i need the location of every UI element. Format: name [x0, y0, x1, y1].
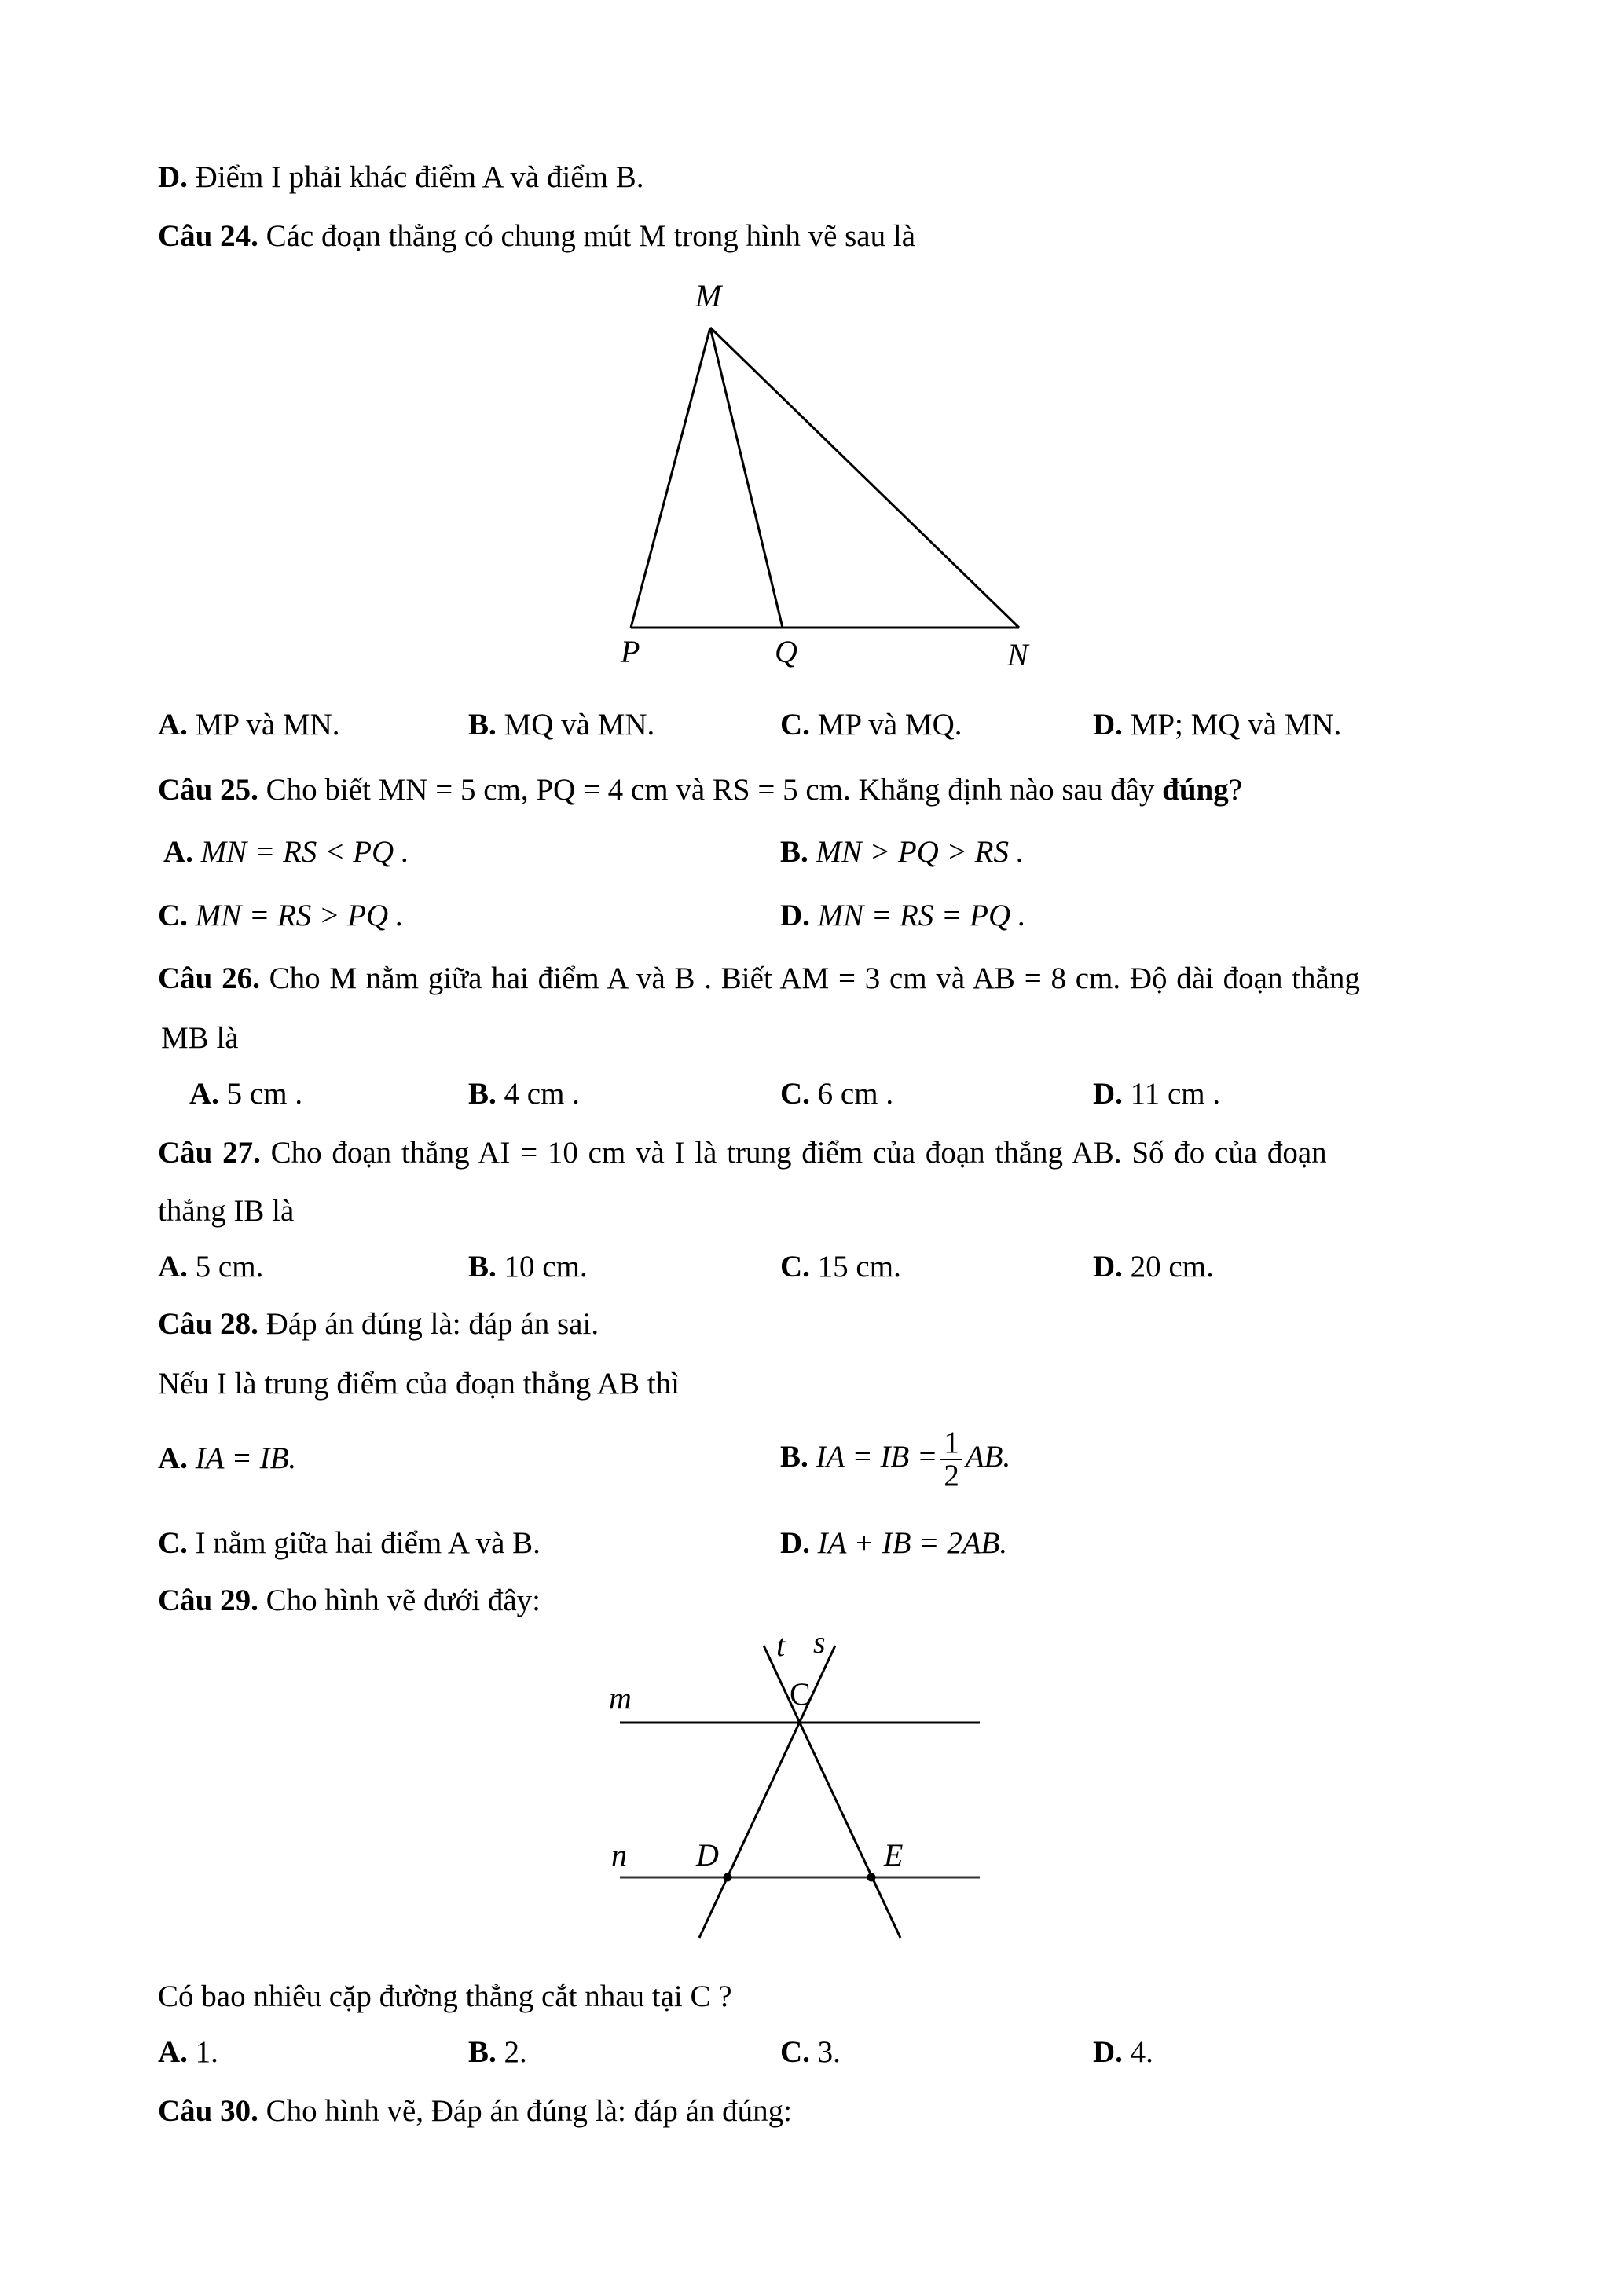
- q27-option-d: [1093, 1250, 1214, 1284]
- text: 2: [944, 1459, 959, 1493]
- option-b: [468, 708, 654, 742]
- q28-option-d: [780, 1526, 1007, 1561]
- q25-option-a: [163, 835, 409, 870]
- q26-question-cont: [161, 1021, 239, 1056]
- label-e: E: [884, 1837, 904, 1873]
- label: A.: [158, 1250, 188, 1283]
- q26-option-b: [468, 1077, 580, 1111]
- text: MQ và MN.: [504, 708, 655, 742]
- text: AB.: [965, 1440, 1011, 1474]
- label: D.: [780, 899, 810, 932]
- q26-option-a: [189, 1077, 302, 1111]
- text: Đáp án đúng là: đáp án sai.: [266, 1307, 599, 1341]
- question-text: Các đoạn thẳng có chung mút M trong hình vẽ sau là: [266, 219, 916, 253]
- q27-option-b: [468, 1250, 588, 1284]
- q26-question: [158, 961, 1360, 996]
- q26-option-d: [1093, 1077, 1220, 1111]
- text: 6 cm .: [817, 1077, 894, 1111]
- option-text: Điểm I phải khác điểm A và điểm B.: [195, 160, 644, 194]
- q25-question: [158, 773, 1242, 807]
- text: Cho biết MN = 5 cm, PQ = 4 cm và RS = 5 cm. Khẳng định nào sau đây: [266, 773, 1163, 807]
- label: C.: [780, 708, 810, 742]
- text: IA = IB.: [195, 1441, 297, 1475]
- option-label: D.: [158, 160, 188, 194]
- text: 1: [940, 1427, 962, 1460]
- text: Cho hình vẽ, Đáp án đúng là: đáp án đúng:: [266, 2094, 792, 2128]
- text: Cho đoạn thẳng AI = 10 cm và I là trung điểm của đoạn thẳng AB. Số đo của đoạn: [270, 1136, 1327, 1170]
- q26-option-c: [780, 1077, 893, 1111]
- label-n: N: [1007, 637, 1028, 672]
- label: A.: [163, 835, 193, 869]
- label: C.: [158, 899, 188, 932]
- label-d: D: [696, 1837, 719, 1873]
- text: 3.: [817, 2035, 841, 2069]
- text: 5 cm.: [195, 1250, 264, 1283]
- q27-option-a: [158, 1250, 263, 1284]
- label: C.: [780, 1250, 810, 1283]
- q28-option-b: [780, 1414, 1010, 1500]
- segment-mp: [631, 328, 710, 628]
- label: D.: [1093, 1250, 1123, 1283]
- q29-option-d: [1093, 2035, 1153, 2070]
- line-s: [699, 1646, 835, 1938]
- q27-question-cont: [158, 1194, 294, 1229]
- label-s: s: [813, 1624, 826, 1660]
- text: MN = RS > PQ .: [195, 899, 404, 932]
- text: 15 cm.: [817, 1250, 901, 1283]
- label: D.: [1093, 2035, 1123, 2069]
- q29-option-a: [158, 2035, 218, 2070]
- option-d: [1093, 708, 1341, 742]
- option-c: [780, 708, 962, 742]
- label: Câu 29.: [158, 1584, 258, 1617]
- label: đúng: [1162, 773, 1229, 807]
- option-a: [158, 708, 340, 742]
- text: 4.: [1130, 2035, 1153, 2069]
- label: A.: [189, 1077, 219, 1111]
- text: MB là: [161, 1021, 239, 1055]
- line-t: [764, 1646, 900, 1938]
- segment-mn: [710, 328, 1019, 628]
- text: Cho M nằm giữa hai điểm A và B . Biết AM = 3 cm và AB = 8 cm. Độ dài đoạn thẳng: [269, 961, 1360, 995]
- text: Nếu I là trung điểm của đoạn thẳng AB thì: [158, 1367, 680, 1401]
- text: 20 cm.: [1130, 1250, 1214, 1283]
- text: MN = RS = PQ .: [817, 899, 1026, 932]
- q28-question: [158, 1307, 599, 1342]
- label: A.: [158, 2035, 188, 2069]
- q27-option-c: [780, 1250, 901, 1284]
- label-q: Q: [775, 634, 797, 669]
- q29-option-c: [780, 2035, 841, 2070]
- label: D.: [1093, 1077, 1123, 1111]
- label: B.: [468, 708, 497, 742]
- text: IA + IB = 2AB.: [817, 1526, 1008, 1560]
- label-t: t: [776, 1628, 786, 1663]
- label: B.: [468, 1077, 497, 1111]
- label: A.: [158, 1441, 188, 1475]
- text: I nằm giữa hai điểm A và B.: [195, 1526, 541, 1560]
- label: B.: [780, 1440, 808, 1474]
- text: Cho hình vẽ dưới đây:: [266, 1584, 541, 1617]
- text: 10 cm.: [504, 1250, 588, 1283]
- label: Câu 26.: [158, 961, 260, 995]
- q25-option-c: [158, 899, 404, 933]
- q29-question: [158, 1584, 541, 1618]
- text: 2.: [504, 2035, 527, 2069]
- text: MN > PQ > RS .: [816, 835, 1025, 869]
- text: 11 cm .: [1130, 1077, 1221, 1111]
- text: 4 cm .: [504, 1077, 580, 1111]
- label-c: C: [790, 1676, 811, 1712]
- text: 1.: [195, 2035, 218, 2069]
- question-number: Câu 24.: [158, 219, 258, 253]
- label: Câu 28.: [158, 1307, 258, 1341]
- label-p: P: [621, 634, 640, 669]
- label-m-line: m: [609, 1680, 632, 1716]
- q30-question: [158, 2094, 792, 2129]
- q29-option-b: [468, 2035, 527, 2070]
- label: B.: [780, 835, 808, 869]
- label: B.: [468, 2035, 497, 2069]
- label: C.: [158, 1526, 188, 1560]
- text: ?: [1228, 773, 1243, 807]
- q25-option-b: [780, 835, 1024, 870]
- q28-option-c: [158, 1526, 541, 1561]
- text: IA = IB =: [816, 1440, 938, 1474]
- q29-question-cont: [158, 1979, 732, 2014]
- text: thẳng IB là: [158, 1194, 295, 1228]
- q28-question-cont: [158, 1367, 680, 1401]
- fraction-one-half: [940, 1427, 962, 1492]
- point-d: [724, 1874, 731, 1880]
- label: C.: [780, 1077, 810, 1111]
- label-n-line: n: [611, 1837, 627, 1873]
- triangle-figure: [631, 328, 1019, 628]
- label: D.: [780, 1526, 810, 1560]
- label: Câu 30.: [158, 2094, 258, 2128]
- label: A.: [158, 708, 188, 742]
- label: Câu 25.: [158, 773, 258, 807]
- text: MP; MQ và MN.: [1130, 708, 1342, 742]
- text: 5 cm .: [226, 1077, 303, 1111]
- label: B.: [468, 1250, 497, 1283]
- segment-mq: [710, 328, 783, 628]
- q27-question: [158, 1136, 1327, 1170]
- q25-option-d: [780, 899, 1026, 933]
- label: C.: [780, 2035, 810, 2069]
- text: Có bao nhiêu cặp đường thẳng cắt nhau tại C ?: [158, 1979, 732, 2013]
- text: MN = RS < PQ .: [200, 835, 409, 869]
- q28-option-a: [158, 1441, 296, 1476]
- text: MP và MQ.: [817, 708, 962, 742]
- label-m: M: [695, 278, 722, 313]
- text: MP và MN.: [195, 708, 340, 742]
- point-e: [868, 1874, 874, 1880]
- label: Câu 27.: [158, 1136, 261, 1170]
- label: D.: [1093, 708, 1123, 742]
